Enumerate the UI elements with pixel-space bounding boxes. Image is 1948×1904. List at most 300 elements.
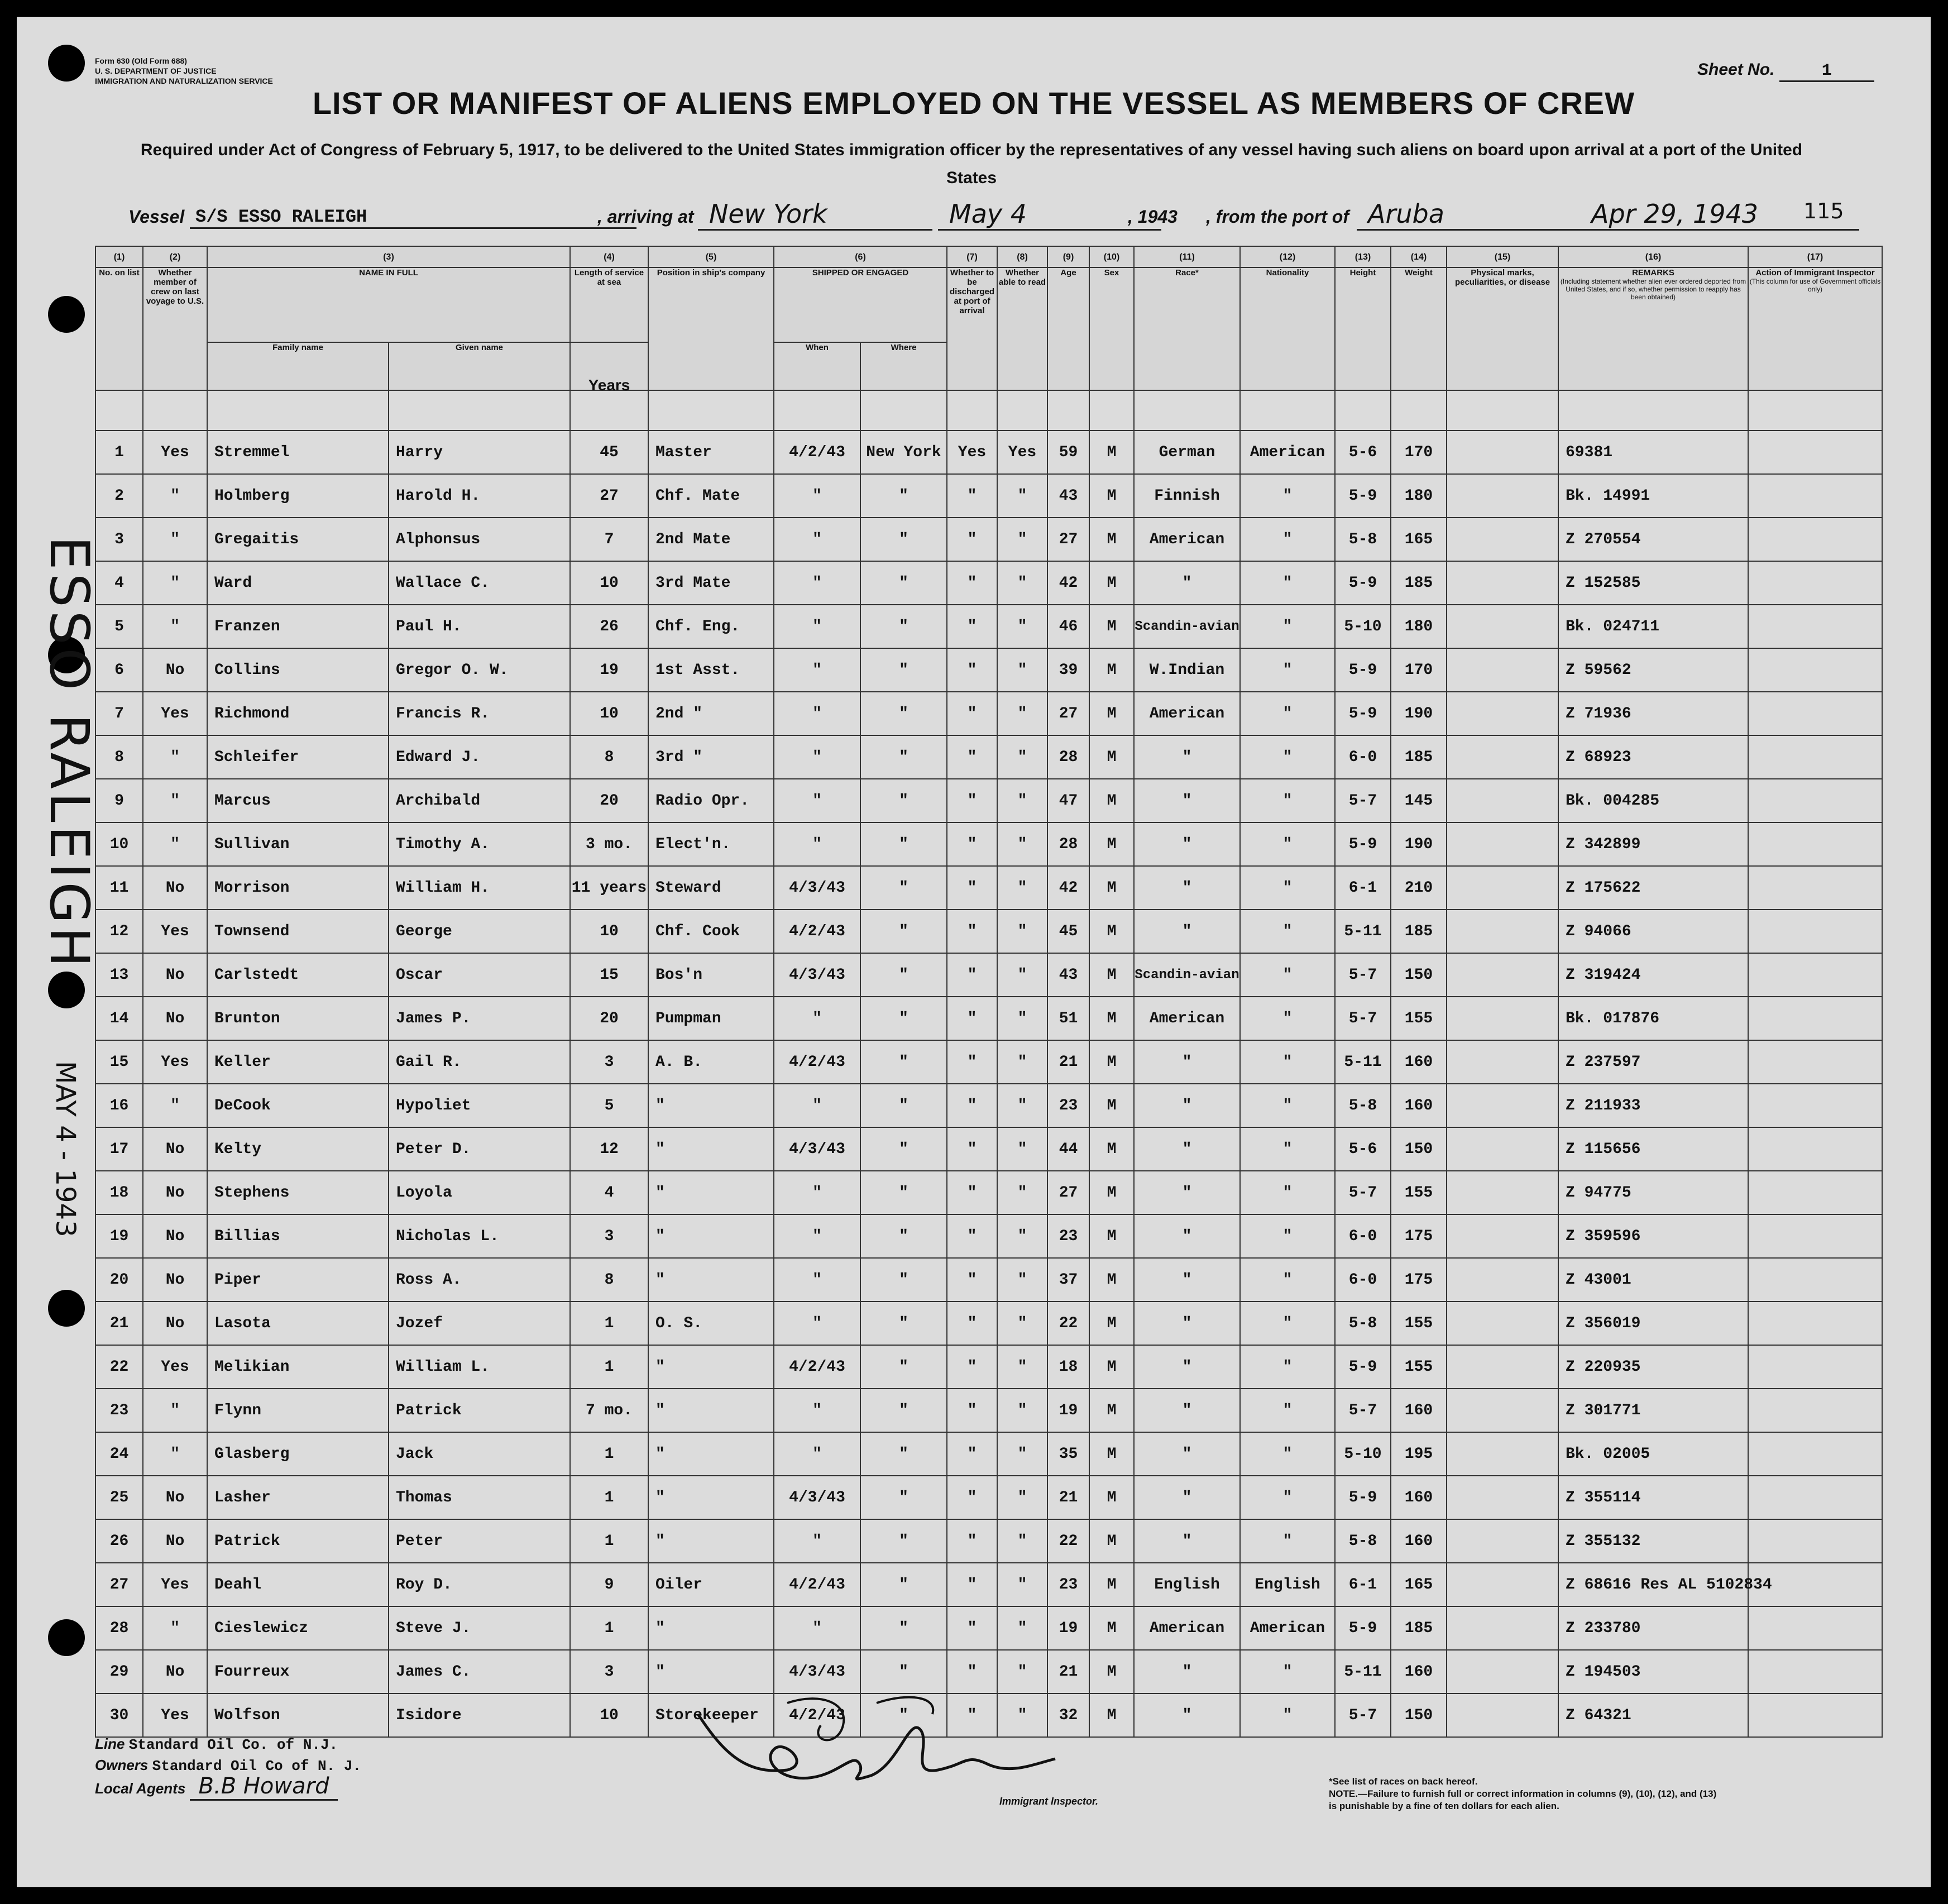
able-read-cell: " bbox=[997, 1389, 1047, 1432]
height-cell: 5-10 bbox=[1335, 1432, 1391, 1476]
table-row bbox=[95, 1127, 1882, 1171]
physical-marks-cell bbox=[1447, 1389, 1558, 1432]
shipped-when-cell: " bbox=[774, 518, 860, 561]
remarks-cell: Z 64321 bbox=[1558, 1693, 1748, 1737]
nationality-cell: " bbox=[1240, 910, 1335, 953]
col-number: (1) bbox=[95, 246, 143, 267]
age-cell: 27 bbox=[1047, 518, 1089, 561]
header-action-note: (This column for use of Government officials only) bbox=[1749, 278, 1881, 293]
position-cell: " bbox=[648, 1214, 774, 1258]
height-cell: 5-11 bbox=[1335, 1040, 1391, 1084]
nationality-cell: " bbox=[1240, 1432, 1335, 1476]
weight-cell: 145 bbox=[1391, 779, 1447, 822]
given-name-cell: Oscar bbox=[389, 953, 570, 997]
race-cell: " bbox=[1134, 1519, 1240, 1563]
height-cell: 5-7 bbox=[1335, 997, 1391, 1040]
family-name-cell: Ward bbox=[207, 561, 389, 605]
remarks-cell: Z 43001 bbox=[1558, 1258, 1748, 1302]
discharged-cell: " bbox=[947, 866, 997, 910]
table-row bbox=[95, 1258, 1882, 1302]
height-cell: 6-0 bbox=[1335, 1214, 1391, 1258]
race-cell: " bbox=[1134, 910, 1240, 953]
physical-marks-cell bbox=[1447, 1302, 1558, 1345]
races-note: *See list of races on back hereof. bbox=[1329, 1776, 1478, 1787]
given-name-cell: Archibald bbox=[389, 779, 570, 822]
table-row bbox=[95, 430, 1882, 474]
able-read-cell: " bbox=[997, 1171, 1047, 1214]
header-sex: Sex bbox=[1089, 267, 1134, 390]
given-name-cell: Paul H. bbox=[389, 605, 570, 648]
col-number: (8) bbox=[997, 246, 1047, 267]
remarks-cell: Z 220935 bbox=[1558, 1345, 1748, 1389]
nationality-cell: " bbox=[1240, 561, 1335, 605]
action-cell bbox=[1748, 1302, 1882, 1345]
discharged-cell: Yes bbox=[947, 430, 997, 474]
discharged-cell: " bbox=[947, 1563, 997, 1606]
sheet-number bbox=[1697, 60, 1874, 82]
able-read-cell: " bbox=[997, 997, 1047, 1040]
nationality-cell: " bbox=[1240, 1171, 1335, 1214]
height-cell: 5-9 bbox=[1335, 822, 1391, 866]
row-number: 2 bbox=[95, 474, 143, 518]
sex-cell: M bbox=[1089, 1171, 1134, 1214]
col-number: (5) bbox=[648, 246, 774, 267]
action-cell bbox=[1748, 648, 1882, 692]
family-name-cell: Keller bbox=[207, 1040, 389, 1084]
physical-marks-cell bbox=[1447, 997, 1558, 1040]
shipped-when-cell: 4/2/43 bbox=[774, 1693, 860, 1737]
shipped-where-cell: " bbox=[860, 1258, 947, 1302]
able-read-cell: " bbox=[997, 779, 1047, 822]
position-cell: 3rd " bbox=[648, 735, 774, 779]
height-cell: 5-11 bbox=[1335, 1650, 1391, 1693]
able-read-cell: " bbox=[997, 692, 1047, 735]
discharged-cell: " bbox=[947, 953, 997, 997]
height-cell: 5-9 bbox=[1335, 692, 1391, 735]
header-member-last-voyage: Whether member of crew on last voyage to U.S. bbox=[143, 267, 207, 390]
remarks-cell: Z 152585 bbox=[1558, 561, 1748, 605]
action-cell bbox=[1748, 1693, 1882, 1737]
discharged-cell: " bbox=[947, 1258, 997, 1302]
table-row bbox=[95, 1606, 1882, 1650]
race-cell: " bbox=[1134, 1127, 1240, 1171]
last-voyage-cell: Yes bbox=[143, 910, 207, 953]
table-row bbox=[95, 866, 1882, 910]
header-height: Height bbox=[1335, 267, 1391, 390]
shipped-where-cell: " bbox=[860, 1302, 947, 1345]
shipped-when-cell: 4/2/43 bbox=[774, 1040, 860, 1084]
given-name-cell: James P. bbox=[389, 997, 570, 1040]
action-cell bbox=[1748, 735, 1882, 779]
action-cell bbox=[1748, 561, 1882, 605]
given-name-cell: Roy D. bbox=[389, 1563, 570, 1606]
last-voyage-cell: No bbox=[143, 1302, 207, 1345]
punch-hole bbox=[48, 296, 85, 333]
discharged-cell: " bbox=[947, 1302, 997, 1345]
shipped-where-cell: " bbox=[860, 1171, 947, 1214]
service-cell: 5 bbox=[570, 1084, 648, 1127]
sex-cell: M bbox=[1089, 1563, 1134, 1606]
header-family-name: Family name bbox=[207, 342, 389, 390]
remarks-cell: Z 211933 bbox=[1558, 1084, 1748, 1127]
shipped-where-cell: " bbox=[860, 1127, 947, 1171]
discharged-cell: " bbox=[947, 1476, 997, 1519]
family-name-cell: Wolfson bbox=[207, 1693, 389, 1737]
age-cell: 21 bbox=[1047, 1476, 1089, 1519]
action-cell bbox=[1748, 866, 1882, 910]
service-cell: 3 bbox=[570, 1040, 648, 1084]
position-cell: Pumpman bbox=[648, 997, 774, 1040]
remarks-cell: Bk. 004285 bbox=[1558, 779, 1748, 822]
action-cell bbox=[1748, 1476, 1882, 1519]
shipped-when-cell: " bbox=[774, 561, 860, 605]
shipped-where-cell: " bbox=[860, 1389, 947, 1432]
header-weight: Weight bbox=[1391, 267, 1447, 390]
remarks-cell: Z 356019 bbox=[1558, 1302, 1748, 1345]
weight-cell: 180 bbox=[1391, 605, 1447, 648]
race-cell: Scandin-avian bbox=[1134, 605, 1240, 648]
given-name-cell: Patrick bbox=[389, 1389, 570, 1432]
service-cell: 3 bbox=[570, 1650, 648, 1693]
nationality-cell: " bbox=[1240, 735, 1335, 779]
discharged-cell: " bbox=[947, 1171, 997, 1214]
action-cell bbox=[1748, 779, 1882, 822]
sex-cell: M bbox=[1089, 692, 1134, 735]
owners-label: Owners bbox=[95, 1757, 149, 1773]
col-number: (13) bbox=[1335, 246, 1391, 267]
shipped-when-cell: 4/3/43 bbox=[774, 953, 860, 997]
family-name-cell: Brunton bbox=[207, 997, 389, 1040]
penalty-note: NOTE.—Failure to furnish full or correct information in columns (9), (10), (12), and (13) bbox=[1329, 1788, 1717, 1799]
position-cell: " bbox=[648, 1606, 774, 1650]
punch-hole bbox=[48, 1619, 85, 1656]
header-physical-marks: Physical marks, peculiarities, or disease bbox=[1447, 267, 1558, 390]
table-row bbox=[95, 1084, 1882, 1127]
shipped-when-cell: " bbox=[774, 1606, 860, 1650]
able-read-cell: " bbox=[997, 648, 1047, 692]
service-name: IMMIGRATION AND NATURALIZATION SERVICE bbox=[95, 76, 273, 85]
physical-marks-cell bbox=[1447, 1084, 1558, 1127]
physical-marks-cell bbox=[1447, 1606, 1558, 1650]
service-cell: 45 bbox=[570, 430, 648, 474]
given-name-cell: Edward J. bbox=[389, 735, 570, 779]
able-read-cell: " bbox=[997, 866, 1047, 910]
action-cell bbox=[1748, 692, 1882, 735]
sex-cell: M bbox=[1089, 1519, 1134, 1563]
able-read-cell: " bbox=[997, 910, 1047, 953]
shipped-where-cell: " bbox=[860, 518, 947, 561]
col-number: (9) bbox=[1047, 246, 1089, 267]
remarks-cell: Z 71936 bbox=[1558, 692, 1748, 735]
service-cell: 1 bbox=[570, 1302, 648, 1345]
nationality-cell: " bbox=[1240, 1389, 1335, 1432]
age-cell: 37 bbox=[1047, 1258, 1089, 1302]
height-cell: 5-11 bbox=[1335, 910, 1391, 953]
service-cell: 1 bbox=[570, 1519, 648, 1563]
row-number: 27 bbox=[95, 1563, 143, 1606]
row-number: 28 bbox=[95, 1606, 143, 1650]
able-read-cell: " bbox=[997, 1650, 1047, 1693]
family-name-cell: Stremmel bbox=[207, 430, 389, 474]
race-cell: American bbox=[1134, 1606, 1240, 1650]
physical-marks-cell bbox=[1447, 1258, 1558, 1302]
shipped-where-cell: " bbox=[860, 1650, 947, 1693]
height-cell: 5-7 bbox=[1335, 779, 1391, 822]
weight-cell: 160 bbox=[1391, 1040, 1447, 1084]
arriving-label: , arriving at bbox=[597, 207, 694, 227]
shipped-when-cell: 4/3/43 bbox=[774, 1127, 860, 1171]
nationality-cell: " bbox=[1240, 1084, 1335, 1127]
nationality-cell: " bbox=[1240, 648, 1335, 692]
age-cell: 21 bbox=[1047, 1040, 1089, 1084]
discharged-cell: " bbox=[947, 1432, 997, 1476]
row-number: 23 bbox=[95, 1389, 143, 1432]
height-cell: 5-7 bbox=[1335, 1693, 1391, 1737]
given-name-cell: Harry bbox=[389, 430, 570, 474]
last-voyage-cell: No bbox=[143, 1650, 207, 1693]
shipped-when-cell: " bbox=[774, 1302, 860, 1345]
nationality-cell: " bbox=[1240, 1650, 1335, 1693]
nationality-cell: " bbox=[1240, 474, 1335, 518]
last-voyage-cell: Yes bbox=[143, 1040, 207, 1084]
shipped-where-cell: New York bbox=[860, 430, 947, 474]
shipped-where-cell: " bbox=[860, 1476, 947, 1519]
able-read-cell: " bbox=[997, 474, 1047, 518]
shipped-where-cell: " bbox=[860, 1084, 947, 1127]
race-cell: American bbox=[1134, 997, 1240, 1040]
race-cell: German bbox=[1134, 430, 1240, 474]
table-row bbox=[95, 605, 1882, 648]
able-read-cell: " bbox=[997, 1693, 1047, 1737]
age-cell: 51 bbox=[1047, 997, 1089, 1040]
row-number: 17 bbox=[95, 1127, 143, 1171]
shipped-when-cell: " bbox=[774, 735, 860, 779]
service-cell: 10 bbox=[570, 910, 648, 953]
able-read-cell: " bbox=[997, 1214, 1047, 1258]
last-voyage-cell: " bbox=[143, 1389, 207, 1432]
sex-cell: M bbox=[1089, 648, 1134, 692]
col-number: (15) bbox=[1447, 246, 1558, 267]
row-number: 4 bbox=[95, 561, 143, 605]
sex-cell: M bbox=[1089, 1476, 1134, 1519]
nationality-cell: " bbox=[1240, 1693, 1335, 1737]
position-cell: 3rd Mate bbox=[648, 561, 774, 605]
last-voyage-cell: No bbox=[143, 1171, 207, 1214]
last-voyage-cell: " bbox=[143, 561, 207, 605]
weight-cell: 155 bbox=[1391, 1171, 1447, 1214]
position-cell: Master bbox=[648, 430, 774, 474]
sex-cell: M bbox=[1089, 430, 1134, 474]
shipped-where-cell: " bbox=[860, 605, 947, 648]
shipped-where-cell: " bbox=[860, 474, 947, 518]
race-cell: " bbox=[1134, 1171, 1240, 1214]
side-date-annotation: MAY 4 - 1943 bbox=[50, 1061, 81, 1237]
shipped-when-cell: 4/2/43 bbox=[774, 1563, 860, 1606]
vessel-name: S/S ESSO RALEIGH bbox=[190, 207, 636, 229]
table-row bbox=[95, 1214, 1882, 1258]
col-number: (17) bbox=[1748, 246, 1882, 267]
action-cell bbox=[1748, 1127, 1882, 1171]
race-cell: " bbox=[1134, 779, 1240, 822]
last-voyage-cell: " bbox=[143, 1432, 207, 1476]
age-cell: 46 bbox=[1047, 605, 1089, 648]
able-read-cell: " bbox=[997, 1432, 1047, 1476]
given-name-cell: Alphonsus bbox=[389, 518, 570, 561]
last-voyage-cell: Yes bbox=[143, 1345, 207, 1389]
sex-cell: M bbox=[1089, 1389, 1134, 1432]
weight-cell: 160 bbox=[1391, 1389, 1447, 1432]
last-voyage-cell: Yes bbox=[143, 1693, 207, 1737]
row-number: 13 bbox=[95, 953, 143, 997]
nationality-cell: " bbox=[1240, 518, 1335, 561]
sex-cell: M bbox=[1089, 953, 1134, 997]
given-name-cell: Francis R. bbox=[389, 692, 570, 735]
height-cell: 6-1 bbox=[1335, 1563, 1391, 1606]
height-cell: 5-9 bbox=[1335, 1345, 1391, 1389]
able-read-cell: " bbox=[997, 1476, 1047, 1519]
family-name-cell: Patrick bbox=[207, 1519, 389, 1563]
shipped-where-cell: " bbox=[860, 997, 947, 1040]
family-name-cell: Fourreux bbox=[207, 1650, 389, 1693]
position-cell: Bos'n bbox=[648, 953, 774, 997]
height-cell: 5-6 bbox=[1335, 430, 1391, 474]
line-field bbox=[95, 1734, 361, 1755]
header-remarks-title: REMARKS bbox=[1632, 268, 1674, 278]
weight-cell: 160 bbox=[1391, 1084, 1447, 1127]
action-cell bbox=[1748, 910, 1882, 953]
last-voyage-cell: " bbox=[143, 1084, 207, 1127]
sex-cell: M bbox=[1089, 1606, 1134, 1650]
physical-marks-cell bbox=[1447, 1127, 1558, 1171]
nationality-cell: " bbox=[1240, 1476, 1335, 1519]
service-cell: 8 bbox=[570, 1258, 648, 1302]
position-cell: " bbox=[648, 1389, 774, 1432]
arrival-port: New York bbox=[698, 199, 932, 231]
race-cell: " bbox=[1134, 1302, 1240, 1345]
remarks-cell: Z 237597 bbox=[1558, 1040, 1748, 1084]
race-cell: " bbox=[1134, 561, 1240, 605]
column-header-row bbox=[95, 267, 1882, 342]
remarks-cell: Bk. 02005 bbox=[1558, 1432, 1748, 1476]
footer-fields bbox=[95, 1734, 361, 1798]
discharged-cell: " bbox=[947, 1084, 997, 1127]
row-number: 16 bbox=[95, 1084, 143, 1127]
arrival-date: May 4 bbox=[938, 199, 1161, 231]
action-cell bbox=[1748, 1519, 1882, 1563]
crew-table bbox=[95, 246, 1883, 1738]
header-no-on-list: No. on list bbox=[95, 267, 143, 390]
col-number: (6) bbox=[774, 246, 947, 267]
weight-cell: 170 bbox=[1391, 430, 1447, 474]
position-cell: Storekeeper bbox=[648, 1693, 774, 1737]
family-name-cell: Lasota bbox=[207, 1302, 389, 1345]
shipped-when-cell: " bbox=[774, 1432, 860, 1476]
race-cell: English bbox=[1134, 1563, 1240, 1606]
discharged-cell: " bbox=[947, 1606, 997, 1650]
form-header-info bbox=[95, 56, 273, 86]
shipped-where-cell: " bbox=[860, 1432, 947, 1476]
family-name-cell: Stephens bbox=[207, 1171, 389, 1214]
able-read-cell: " bbox=[997, 1606, 1047, 1650]
weight-cell: 185 bbox=[1391, 735, 1447, 779]
weight-cell: 175 bbox=[1391, 1258, 1447, 1302]
blank-row bbox=[95, 390, 1882, 430]
penalty-note-continued: is punishable by a fine of ten dollars for each alien. bbox=[1329, 1801, 1559, 1811]
action-cell bbox=[1748, 1432, 1882, 1476]
nationality-cell: " bbox=[1240, 997, 1335, 1040]
row-number: 25 bbox=[95, 1476, 143, 1519]
race-cell: " bbox=[1134, 1214, 1240, 1258]
sex-cell: M bbox=[1089, 1258, 1134, 1302]
sex-cell: M bbox=[1089, 779, 1134, 822]
remarks-cell: Z 94066 bbox=[1558, 910, 1748, 953]
row-number: 29 bbox=[95, 1650, 143, 1693]
punch-hole bbox=[48, 45, 85, 82]
weight-cell: 170 bbox=[1391, 648, 1447, 692]
header-position: Position in ship's company bbox=[648, 267, 774, 390]
discharged-cell: " bbox=[947, 561, 997, 605]
able-read-cell: " bbox=[997, 1302, 1047, 1345]
given-name-cell: Thomas bbox=[389, 1476, 570, 1519]
height-cell: 5-6 bbox=[1335, 1127, 1391, 1171]
discharged-cell: " bbox=[947, 1519, 997, 1563]
given-name-cell: Gregor O. W. bbox=[389, 648, 570, 692]
row-number: 30 bbox=[95, 1693, 143, 1737]
given-name-cell: Isidore bbox=[389, 1693, 570, 1737]
remarks-cell: Z 301771 bbox=[1558, 1389, 1748, 1432]
header-length-service: Length of service at sea bbox=[570, 267, 648, 342]
position-cell: A. B. bbox=[648, 1040, 774, 1084]
weight-cell: 155 bbox=[1391, 1345, 1447, 1389]
row-number: 22 bbox=[95, 1345, 143, 1389]
action-cell bbox=[1748, 953, 1882, 997]
service-cell: 7 bbox=[570, 518, 648, 561]
sex-cell: M bbox=[1089, 1302, 1134, 1345]
shipped-where-cell: " bbox=[860, 692, 947, 735]
col-number: (10) bbox=[1089, 246, 1134, 267]
shipped-where-cell: " bbox=[860, 822, 947, 866]
action-cell bbox=[1748, 1606, 1882, 1650]
sex-cell: M bbox=[1089, 822, 1134, 866]
agents-label: Local Agents bbox=[95, 1780, 186, 1797]
header-race: Race* bbox=[1134, 267, 1240, 390]
last-voyage-cell: " bbox=[143, 735, 207, 779]
race-cell: " bbox=[1134, 735, 1240, 779]
age-cell: 22 bbox=[1047, 1519, 1089, 1563]
shipped-where-cell: " bbox=[860, 779, 947, 822]
physical-marks-cell bbox=[1447, 1040, 1558, 1084]
position-cell: " bbox=[648, 1519, 774, 1563]
col-number: (3) bbox=[207, 246, 570, 267]
action-cell bbox=[1748, 1214, 1882, 1258]
physical-marks-cell bbox=[1447, 1519, 1558, 1563]
col-number: (14) bbox=[1391, 246, 1447, 267]
given-name-cell: Timothy A. bbox=[389, 822, 570, 866]
header-when: When bbox=[774, 342, 860, 390]
discharged-cell: " bbox=[947, 1389, 997, 1432]
family-name-cell: Morrison bbox=[207, 866, 389, 910]
shipped-where-cell: " bbox=[860, 648, 947, 692]
service-cell: 12 bbox=[570, 1127, 648, 1171]
family-name-cell: Deahl bbox=[207, 1563, 389, 1606]
shipped-where-cell: " bbox=[860, 866, 947, 910]
physical-marks-cell bbox=[1447, 1171, 1558, 1214]
weight-cell: 160 bbox=[1391, 1650, 1447, 1693]
table-row bbox=[95, 1040, 1882, 1084]
line-label: Line bbox=[95, 1735, 125, 1752]
last-voyage-cell: No bbox=[143, 1214, 207, 1258]
race-cell: W.Indian bbox=[1134, 648, 1240, 692]
